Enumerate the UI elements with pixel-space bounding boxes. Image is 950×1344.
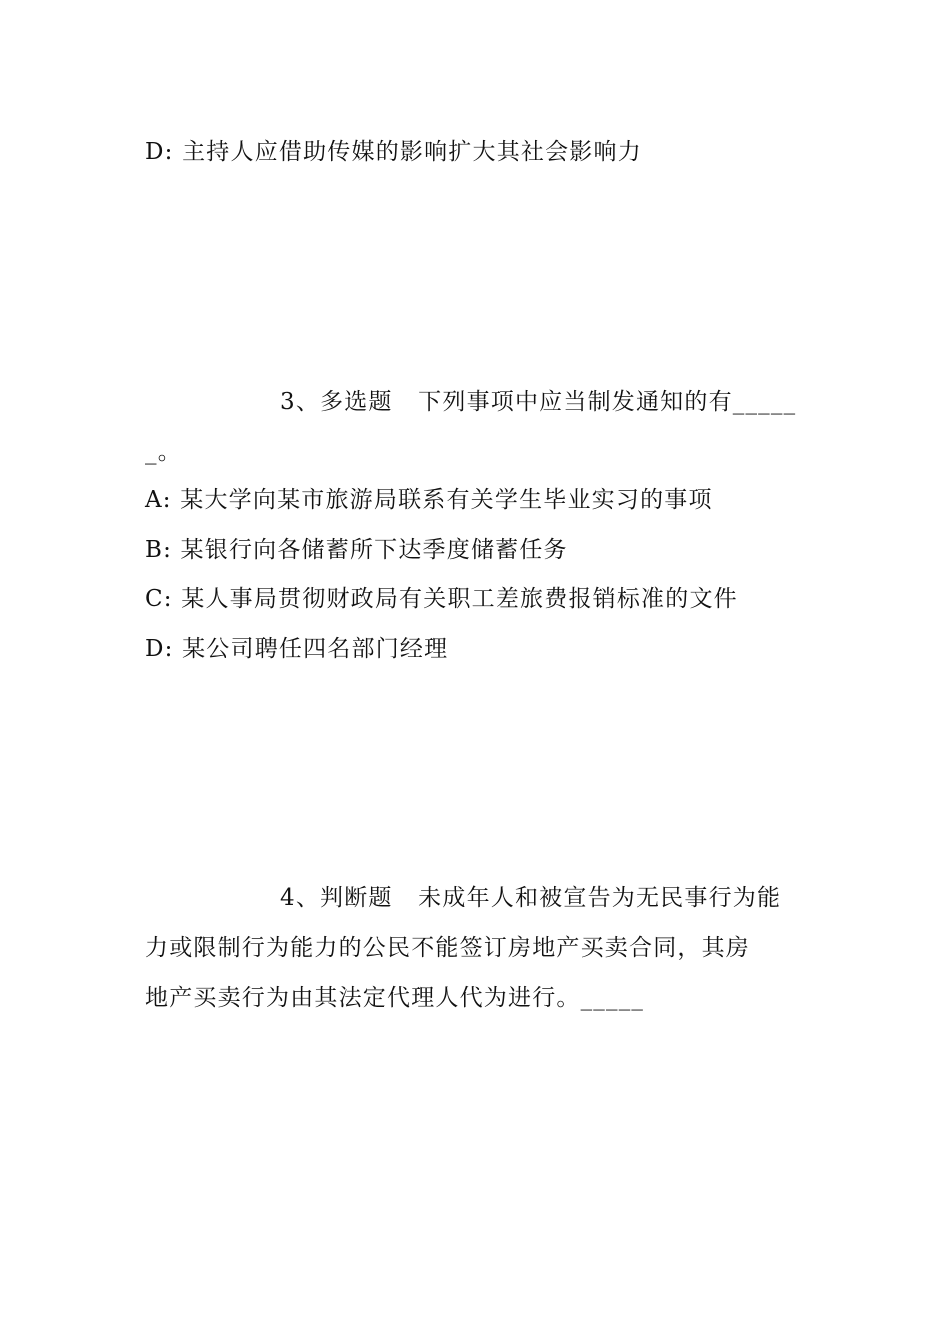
q4-stem-line2: 力或限制行为能力的公民不能签订房地产买卖合同，其房 — [145, 935, 750, 961]
q4-stem-line3: 地产买卖行为由其法定代理人代为进行。_____ — [145, 985, 645, 1011]
q3-option-a: A: 某大学向某市旅游局联系有关学生毕业实习的事项 — [145, 487, 713, 513]
q3-stem-line1: 3、多选题 下列事项中应当制发通知的有_____ — [280, 389, 797, 415]
q3-option-b: B: 某银行向各储蓄所下达季度储蓄任务 — [145, 537, 568, 563]
q3-option-c: C: 某人事局贯彻财政局有关职工差旅费报销标准的文件 — [145, 586, 738, 612]
q3-stem-line2: _。 — [145, 439, 182, 465]
q3-option-d: D: 某公司聘任四名部门经理 — [145, 636, 449, 662]
q2-option-d: D: 主持人应借助传媒的影响扩大其社会影响力 — [145, 139, 642, 165]
q4-stem-line1: 4、判断题 未成年人和被宣告为无民事行为能 — [280, 885, 782, 911]
